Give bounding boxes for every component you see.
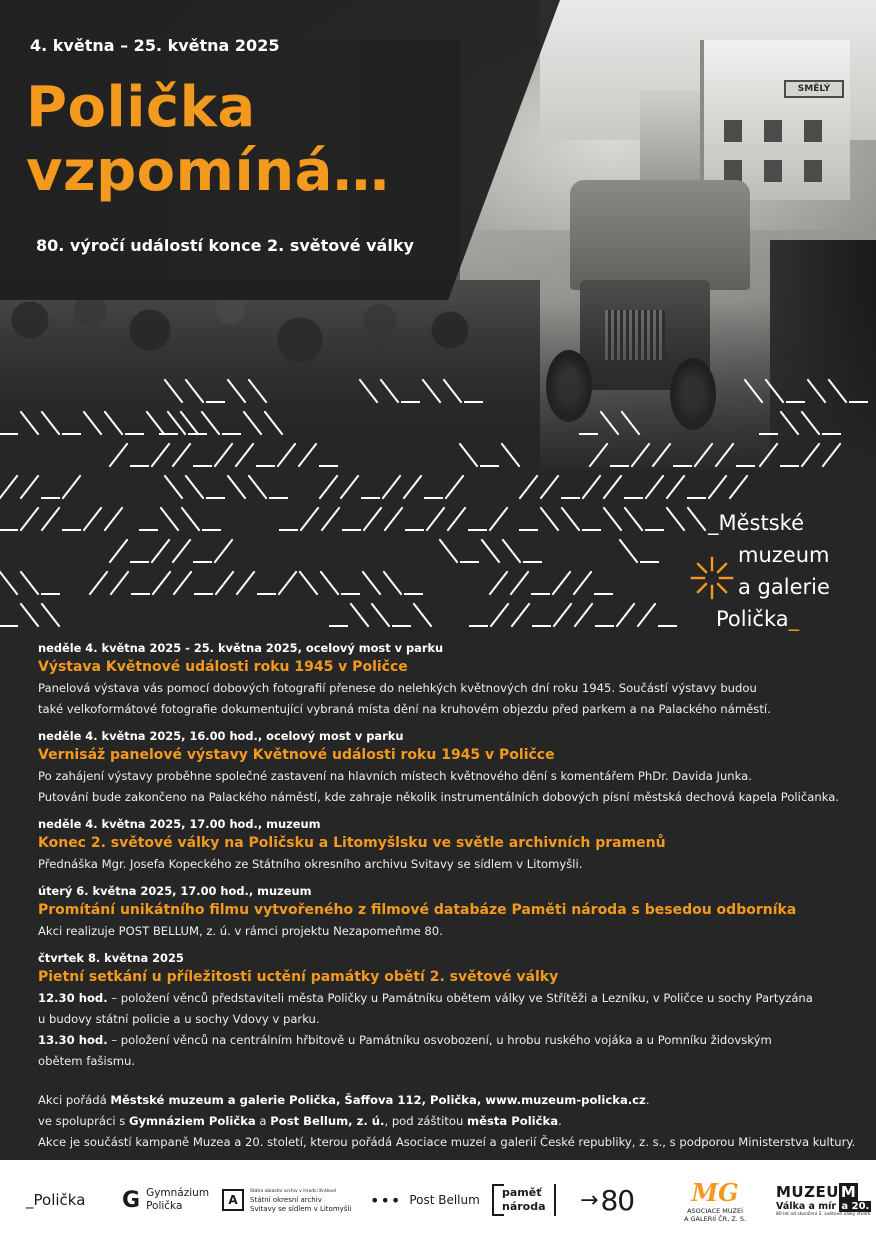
pattern-stroke bbox=[278, 444, 295, 466]
event-item bbox=[38, 883, 848, 942]
amg-mark-text: MG bbox=[691, 1177, 739, 1207]
pattern-stroke bbox=[601, 412, 618, 434]
pattern-stroke bbox=[110, 444, 127, 466]
event-description-line: Akci realizuje POST BELLUM, z. ú. v rámci projektu Nezapomeňme 80. bbox=[38, 924, 443, 938]
photo-window bbox=[724, 160, 742, 182]
pattern-stroke bbox=[0, 572, 17, 594]
muzeum-tiny: 80 let od skončení 2. světové války bbox=[776, 1212, 856, 1217]
event-description-line: Putování bude zakončeno na Palackého náměstí, kde zahraje několik instrumentálních dobových písní městská dechová kapela Poličanka. bbox=[38, 790, 840, 804]
pattern-stroke bbox=[730, 476, 747, 498]
event-item bbox=[38, 640, 848, 720]
pattern-stroke bbox=[512, 604, 529, 626]
pattern-stroke bbox=[667, 476, 684, 498]
event-item bbox=[38, 728, 848, 808]
museum-logo-line2: muzeum bbox=[738, 543, 830, 567]
pattern-stroke bbox=[802, 444, 819, 466]
muzeum-tiny-line bbox=[776, 1212, 871, 1217]
event-when: neděle 4. května 2025, 17.00 hod., muzeum bbox=[38, 817, 321, 831]
pattern-stroke bbox=[490, 508, 507, 530]
pattern-stroke bbox=[502, 444, 519, 466]
event-description bbox=[38, 678, 848, 720]
pattern-stroke bbox=[301, 508, 318, 530]
pattern-stroke bbox=[228, 476, 245, 498]
pattern-stroke bbox=[448, 508, 465, 530]
pattern-stroke bbox=[21, 572, 38, 594]
pattern-stroke bbox=[320, 476, 337, 498]
pattern-stroke bbox=[490, 572, 507, 594]
event-item bbox=[38, 816, 848, 875]
amg-label bbox=[684, 1207, 746, 1223]
pattern-stroke bbox=[427, 508, 444, 530]
pattern-stroke bbox=[351, 604, 368, 626]
logo-policka[interactable]: _Polička bbox=[26, 1191, 86, 1209]
event-when: neděle 4. května 2025, 16.00 hod., ocelový most v parku bbox=[38, 729, 404, 743]
pattern-stroke bbox=[321, 572, 338, 594]
pattern-stroke bbox=[583, 476, 600, 498]
pattern-stroke bbox=[511, 572, 528, 594]
pattern-stroke bbox=[216, 572, 233, 594]
pattern-stroke bbox=[482, 540, 499, 562]
pattern-stroke bbox=[590, 444, 607, 466]
museum-logo-underscore: _ bbox=[788, 607, 800, 631]
pattern-stroke bbox=[84, 412, 101, 434]
pattern-stroke bbox=[491, 604, 508, 626]
pattern-stroke bbox=[237, 572, 254, 594]
event-description-line: Panelová výstava vás pomocí dobových fotografií přenese do nelehkých květnových dní roku 1945. Součástí výstavy budou bbox=[38, 681, 757, 695]
main-title-line1: Polička bbox=[26, 75, 256, 140]
pattern-stroke bbox=[383, 476, 400, 498]
museum-logo-line4 bbox=[716, 604, 799, 634]
pattern-stroke bbox=[299, 444, 316, 466]
archiv-line1: Státní okresní archiv bbox=[250, 1195, 322, 1204]
logo-post-bellum[interactable] bbox=[370, 1160, 480, 1240]
pattern-stroke bbox=[42, 604, 59, 626]
pattern-stroke bbox=[105, 508, 122, 530]
date-range: 4. května – 25. května 2025 bbox=[30, 36, 280, 55]
pattern-stroke bbox=[42, 412, 59, 434]
pattern-stroke bbox=[249, 380, 266, 402]
pattern-stroke bbox=[440, 540, 457, 562]
pattern-stroke bbox=[21, 412, 38, 434]
logo-pamet-naroda[interactable] bbox=[492, 1160, 556, 1240]
event-description-line: obětem fašismu. bbox=[38, 1054, 136, 1068]
logo-archiv[interactable] bbox=[222, 1160, 351, 1240]
pattern-stroke bbox=[823, 444, 840, 466]
pattern-stroke bbox=[364, 508, 381, 530]
photo-window bbox=[724, 120, 742, 142]
event-time: 13.30 hod. bbox=[38, 1033, 108, 1047]
pattern-stroke bbox=[147, 412, 164, 434]
logo-nezapomenme-80[interactable] bbox=[580, 1160, 634, 1240]
pattern-stroke bbox=[372, 604, 389, 626]
cooperation-text: . bbox=[558, 1114, 562, 1128]
organizer-text: . bbox=[645, 1093, 650, 1107]
event-description-line: Po zahájení výstavy proběhne společné zastavení na hlavních místech květnového dění s komentářem PhDr. Davida Junka. bbox=[38, 769, 752, 783]
amg-line1: ASOCIACE MUZEÍ bbox=[687, 1206, 744, 1215]
pattern-stroke bbox=[215, 444, 232, 466]
archiv-small: Státní oblastní archiv v Hradci Králové bbox=[250, 1188, 337, 1194]
pattern-stroke bbox=[173, 444, 190, 466]
pattern-stroke bbox=[541, 476, 558, 498]
event-program bbox=[38, 640, 848, 1080]
organizer-text: Akci pořádá bbox=[38, 1093, 111, 1107]
pattern-stroke bbox=[363, 572, 380, 594]
pattern-stroke bbox=[766, 380, 783, 402]
muzeum-stoleti: století bbox=[856, 1212, 871, 1217]
pattern-stroke bbox=[165, 476, 182, 498]
event-description bbox=[38, 854, 848, 875]
pattern-stroke bbox=[249, 476, 266, 498]
pattern-stroke bbox=[384, 572, 401, 594]
muzeum-title bbox=[776, 1183, 858, 1201]
cooperation-text: ve spolupráci s bbox=[38, 1114, 129, 1128]
pattern-stroke bbox=[760, 444, 777, 466]
pattern-stroke bbox=[554, 604, 571, 626]
pattern-stroke bbox=[186, 476, 203, 498]
pattern-stroke bbox=[460, 444, 477, 466]
pattern-stroke bbox=[562, 508, 579, 530]
pattern-stroke bbox=[42, 508, 59, 530]
pattern-stroke bbox=[173, 540, 190, 562]
pattern-stroke bbox=[244, 412, 261, 434]
pamet-naroda-line1: paměť bbox=[502, 1186, 542, 1199]
pattern-stroke bbox=[152, 540, 169, 562]
truck-cab bbox=[570, 180, 750, 290]
pattern-stroke bbox=[360, 380, 377, 402]
pattern-stroke bbox=[0, 476, 17, 498]
pattern-stroke bbox=[111, 572, 128, 594]
event-title: Promítání unikátního filmu vytvořeného z filmové databáze Paměti národa s besedou odborníka bbox=[38, 902, 797, 918]
muzeum-subtitle bbox=[776, 1201, 871, 1212]
museum-logo bbox=[690, 508, 870, 638]
pattern-stroke bbox=[341, 476, 358, 498]
pattern-stroke bbox=[105, 412, 122, 434]
event-description bbox=[38, 766, 848, 808]
pattern-stroke bbox=[638, 604, 655, 626]
museum-logo-name: Polička bbox=[716, 607, 789, 631]
pattern-stroke bbox=[174, 572, 191, 594]
patron: města Polička bbox=[467, 1114, 559, 1128]
logo-80-number: 80 bbox=[600, 1183, 635, 1217]
event-description-line: u budovy státní policie a u sochy Vdovy v parku. bbox=[38, 1012, 320, 1026]
photo-building-right bbox=[700, 40, 850, 200]
event-when: neděle 4. května 2025 - 25. května 2025, ocelový most v parku bbox=[38, 641, 444, 655]
pattern-stroke bbox=[414, 604, 431, 626]
organizer-line bbox=[38, 1090, 858, 1111]
event-description-line: také velkoformátové fotografie dokumentující vybraná místa dění na kruhovém objezdu před parkem a na Palackého náměstí. bbox=[38, 702, 771, 716]
museum-logo-line3: a galerie bbox=[738, 575, 830, 599]
event-title: Výstava Květnové události roku 1945 v Poličce bbox=[38, 659, 408, 675]
event-description-line: Přednáška Mgr. Josefa Kopeckého ze Státního okresního archivu Svitavy se sídlem v Litomyšli. bbox=[38, 857, 583, 871]
event-text: – položení věnců představiteli města Poličky u Památníku obětem války ve Střítěži a Lezníku, v Poličce u sochy Partyzána bbox=[107, 991, 813, 1005]
pattern-stroke bbox=[21, 508, 38, 530]
pattern-stroke bbox=[153, 572, 170, 594]
pattern-stroke bbox=[228, 380, 245, 402]
archiv-line2: Svitavy se sídlem v Litomyšli bbox=[250, 1204, 352, 1213]
pattern-stroke bbox=[404, 476, 421, 498]
event-item bbox=[38, 950, 848, 1072]
pattern-stroke bbox=[279, 572, 296, 594]
cooperation-text: , pod záštitou bbox=[384, 1114, 467, 1128]
pattern-stroke bbox=[202, 412, 219, 434]
event-description-line bbox=[38, 988, 848, 1009]
pattern-stroke bbox=[781, 412, 798, 434]
cooperation-text: a bbox=[255, 1114, 271, 1128]
logo-muzeum-20-stoleti[interactable] bbox=[776, 1160, 871, 1240]
event-when: čtvrtek 8. května 2025 bbox=[38, 951, 184, 965]
pattern-stroke bbox=[300, 572, 317, 594]
muzeum-subtitle-text: Válka a mír bbox=[776, 1201, 840, 1212]
pattern-stroke bbox=[503, 540, 520, 562]
pattern-stroke bbox=[632, 444, 649, 466]
amg-mark bbox=[692, 1178, 739, 1207]
pattern-stroke bbox=[385, 508, 402, 530]
pattern-stroke bbox=[745, 380, 762, 402]
logo-amg[interactable] bbox=[684, 1160, 746, 1240]
event-title: Pietní setkání u příležitosti uctění památky obětí 2. světové války bbox=[38, 969, 559, 985]
pattern-stroke bbox=[646, 476, 663, 498]
gymnazium-line2: Polička bbox=[146, 1200, 183, 1212]
photo-window bbox=[764, 120, 782, 142]
campaign-line: Akce je součástí kampaně Muzea a 20. století, kterou pořádá Asociace muzeí a galerií České republiky, z. s., s podporou Ministerstva kultury. bbox=[38, 1135, 856, 1149]
gymnazium-label bbox=[146, 1187, 209, 1213]
organizer-name: Městské muzeum a galerie Polička, Šaffova 112, Polička, www.muzeum-policka.cz bbox=[110, 1093, 646, 1107]
pattern-stroke bbox=[21, 476, 38, 498]
pattern-stroke bbox=[90, 572, 107, 594]
amg-line2: A GALERIÍ ČR, Z. S. bbox=[684, 1214, 747, 1223]
pattern-stroke bbox=[110, 540, 127, 562]
pattern-stroke bbox=[152, 444, 169, 466]
pattern-stroke bbox=[802, 412, 819, 434]
main-title-line2: vzpomíná… bbox=[26, 139, 390, 204]
muzeum-word: MUZEU bbox=[776, 1183, 839, 1201]
event-title: Konec 2. světové války na Poličsku a Litomyšlsku ve světle archivních pramenů bbox=[38, 835, 666, 851]
muzeum-m-box: M bbox=[840, 1183, 857, 1201]
pamet-naroda-box bbox=[492, 1184, 556, 1216]
muzeum-20-box: a 20. bbox=[841, 1201, 870, 1212]
pattern-stroke bbox=[21, 604, 38, 626]
pattern-stroke bbox=[444, 380, 461, 402]
pattern-stroke bbox=[182, 508, 199, 530]
pattern-stroke bbox=[165, 380, 182, 402]
pattern-stroke bbox=[653, 444, 670, 466]
main-title bbox=[26, 76, 389, 204]
post-bellum-dots-icon: ••• bbox=[370, 1190, 402, 1210]
archiv-a-icon: A bbox=[222, 1189, 244, 1211]
organizer-info bbox=[38, 1090, 858, 1153]
pattern-stroke bbox=[575, 604, 592, 626]
pattern-stroke bbox=[553, 572, 570, 594]
pattern-stroke bbox=[622, 412, 639, 434]
pattern-stroke bbox=[574, 572, 591, 594]
post-bellum-label: Post Bellum bbox=[409, 1193, 480, 1207]
photo-shop-sign: SMĚLÝ bbox=[784, 80, 844, 98]
pattern-stroke bbox=[625, 508, 642, 530]
photo-window bbox=[804, 120, 822, 142]
pattern-stroke bbox=[541, 508, 558, 530]
pattern-stroke bbox=[215, 540, 232, 562]
arrow-right-icon: → bbox=[580, 1187, 599, 1213]
photo-window bbox=[804, 160, 822, 182]
pattern-stroke bbox=[829, 380, 846, 402]
pattern-stroke bbox=[709, 476, 726, 498]
logo-gymnazium[interactable] bbox=[122, 1160, 209, 1240]
pattern-stroke bbox=[381, 380, 398, 402]
event-time: 12.30 hod. bbox=[38, 991, 108, 1005]
gymnazium-g-icon: G bbox=[122, 1187, 141, 1213]
event-when: úterý 6. května 2025, 17.00 hod., muzeum bbox=[38, 884, 312, 898]
museum-logo-line1: _Městské bbox=[708, 511, 804, 535]
pattern-stroke bbox=[667, 508, 684, 530]
event-description bbox=[38, 921, 848, 942]
pattern-stroke bbox=[265, 412, 282, 434]
event-text: – položení věnců na centrálním hřbitově u Památníku osvobození, u hrobu ruského vojáka a u Pomníku židovským bbox=[107, 1033, 772, 1047]
pattern-stroke bbox=[620, 540, 637, 562]
pattern-stroke bbox=[186, 380, 203, 402]
event-description-line bbox=[38, 1030, 848, 1051]
cooperation-line bbox=[38, 1111, 858, 1132]
pattern-stroke bbox=[520, 476, 537, 498]
pattern-stroke bbox=[617, 604, 634, 626]
archiv-label bbox=[250, 1187, 351, 1214]
event-description bbox=[38, 988, 848, 1072]
pattern-stroke bbox=[604, 508, 621, 530]
event-title: Vernisáž panelové výstavy Květnové události roku 1945 v Poličce bbox=[38, 747, 555, 763]
pamet-naroda-line2: národa bbox=[502, 1200, 546, 1213]
pattern-stroke bbox=[695, 444, 712, 466]
pattern-stroke bbox=[808, 380, 825, 402]
cooperation-partner: Post Bellum, z. ú. bbox=[270, 1114, 385, 1128]
pattern-stroke bbox=[63, 476, 80, 498]
partner-logos-bar bbox=[0, 1160, 876, 1240]
museum-star-icon bbox=[690, 528, 734, 608]
pattern-stroke bbox=[161, 508, 178, 530]
pattern-stroke bbox=[446, 476, 463, 498]
cooperation-partner: Gymnáziem Polička bbox=[128, 1114, 256, 1128]
pattern-stroke bbox=[423, 380, 440, 402]
pattern-stroke bbox=[716, 444, 733, 466]
subtitle: 80. výročí událostí konce 2. světové války bbox=[36, 236, 414, 255]
gymnazium-line1: Gymnázium bbox=[146, 1187, 210, 1199]
pattern-stroke bbox=[604, 476, 621, 498]
pattern-stroke bbox=[236, 444, 253, 466]
pattern-stroke bbox=[322, 508, 339, 530]
photo-window bbox=[764, 160, 782, 182]
pattern-stroke bbox=[84, 508, 101, 530]
